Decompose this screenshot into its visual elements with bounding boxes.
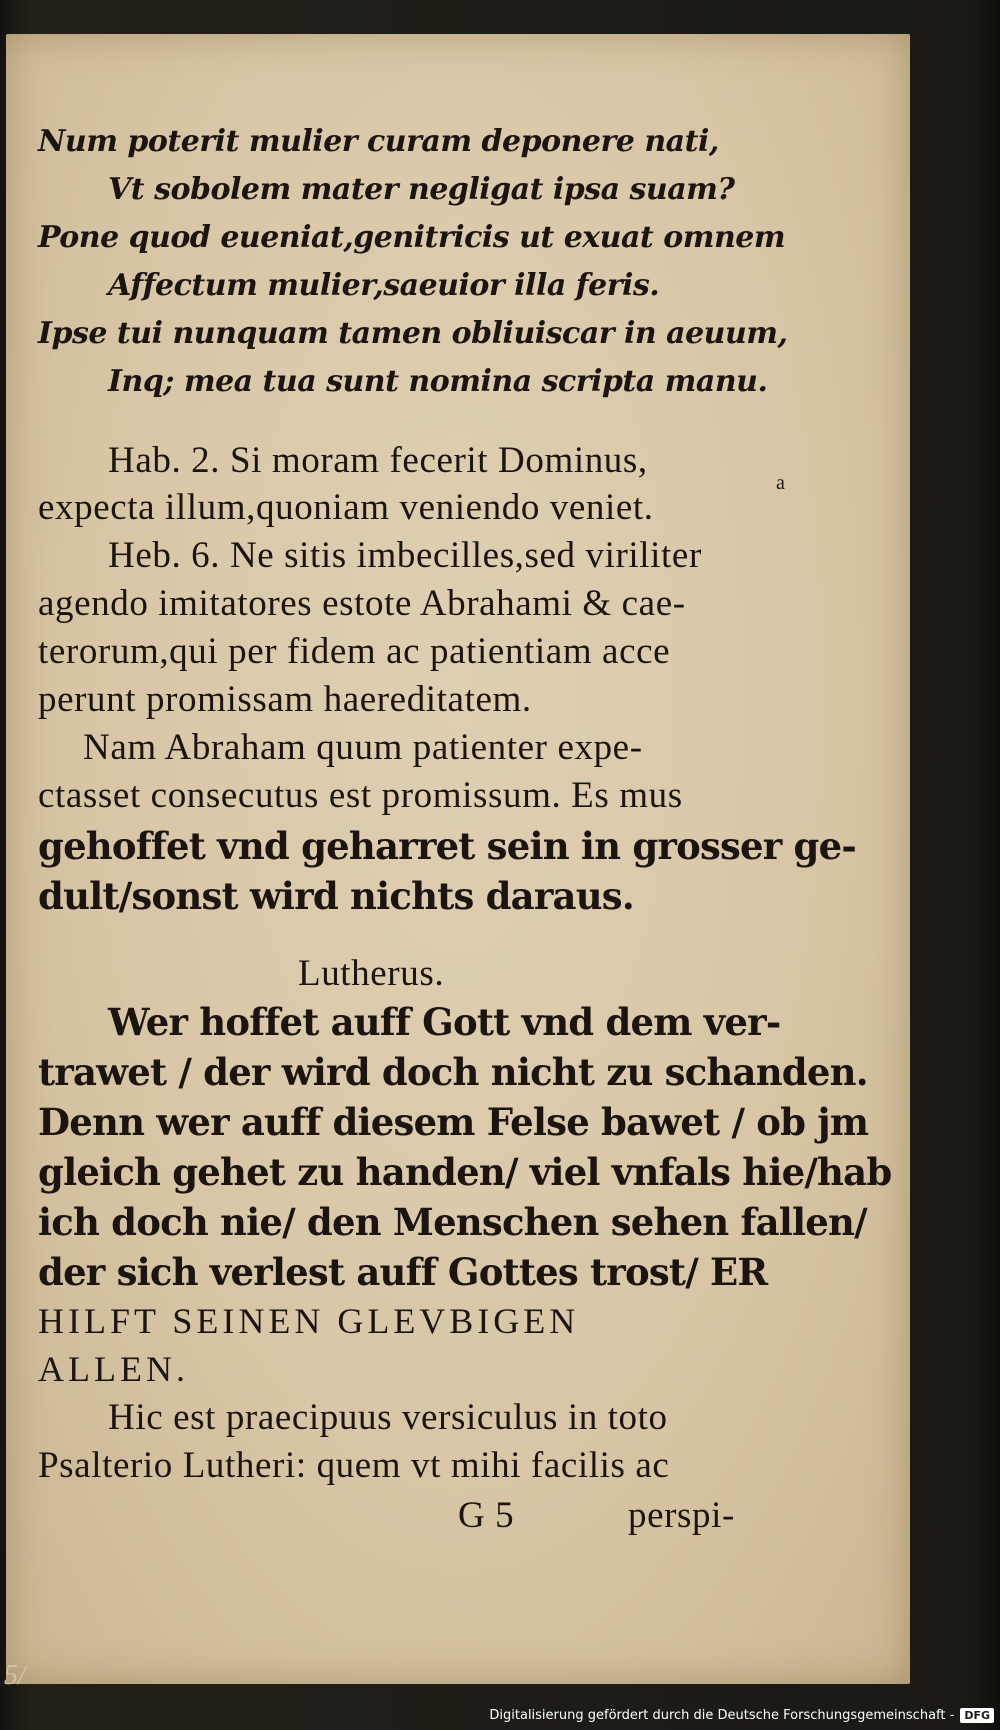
edge-handwritten-mark: 5/ (4, 1660, 26, 1691)
book-page (6, 34, 910, 1684)
hymn-line: trawet / der wird doch nicht zu schanden. (38, 1050, 868, 1094)
hymn-line: Wer hoffet auff Gott vnd dem ver- (108, 1000, 781, 1044)
prose-line-blackletter: dult/sonst wird nichts daraus. (38, 874, 634, 918)
prose-line: terorum,qui per fidem ac patientiam acce (38, 631, 671, 672)
prose-line: expecta illum,quoniam veniendo veniet. (38, 487, 654, 528)
prose-line: perunt promissam haereditatem. (38, 679, 532, 720)
footer-credit: Digitalisierung gefördert durch die Deutsche Forschungsgemeinschaft - (489, 1707, 955, 1723)
digitization-footer (489, 1704, 994, 1726)
hymn-line: ich doch nie/ den Menschen sehen fallen/ (38, 1200, 867, 1244)
dfg-logo-icon: DFG (960, 1708, 994, 1723)
closing-line: Psalterio Lutheri: quem vt mihi facilis ac (38, 1445, 670, 1486)
prose-line: Heb. 6. Ne sitis imbecilles,sed viriliter (108, 535, 702, 576)
verse-line: Ipse tui nunquam tamen obliuiscar in aeuum, (38, 316, 788, 351)
catchword: perspi- (628, 1495, 735, 1536)
closing-line: Hic est praecipuus versiculus in toto (108, 1397, 668, 1438)
prose-line: Hab. 2. Si moram fecerit Dominus, (108, 440, 648, 481)
verse-line: Num poterit mulier curam deponere nati, (38, 124, 719, 159)
verse-line: Inq; mea tua sunt nomina scripta manu. (108, 364, 768, 399)
verse-line: Pone quod eueniat,genitricis ut exuat omnem (38, 220, 786, 255)
hymn-line-caps: ALLEN. (38, 1349, 189, 1389)
prose-line: Nam Abraham quum patienter expe- (83, 727, 643, 768)
prose-line-blackletter: gehoffet vnd geharret sein in grosser ge- (38, 824, 856, 868)
verse-line: Affectum mulier,saeuior illa feris. (108, 268, 660, 303)
prose-line: ctasset consecutus est promissum. Es mus (38, 775, 683, 816)
hymn-line: gleich gehet zu handen/ viel vnfals hie/hab (38, 1150, 892, 1194)
marginal-note-letter: a (776, 472, 785, 494)
hymn-line-caps: HILFT SEINEN GLEVBIGEN (38, 1301, 580, 1341)
hymn-line: Denn wer auff diesem Felse bawet / ob jm (38, 1100, 869, 1144)
hymn-line: der sich verlest auff Gottes trost/ ER (38, 1250, 768, 1294)
section-heading: Lutherus. (298, 953, 445, 994)
signature-mark: G 5 (458, 1495, 515, 1536)
prose-line: agendo imitatores estote Abrahami & cae- (38, 583, 686, 624)
verse-line: Vt sobolem mater negligat ipsa suam? (108, 172, 735, 207)
